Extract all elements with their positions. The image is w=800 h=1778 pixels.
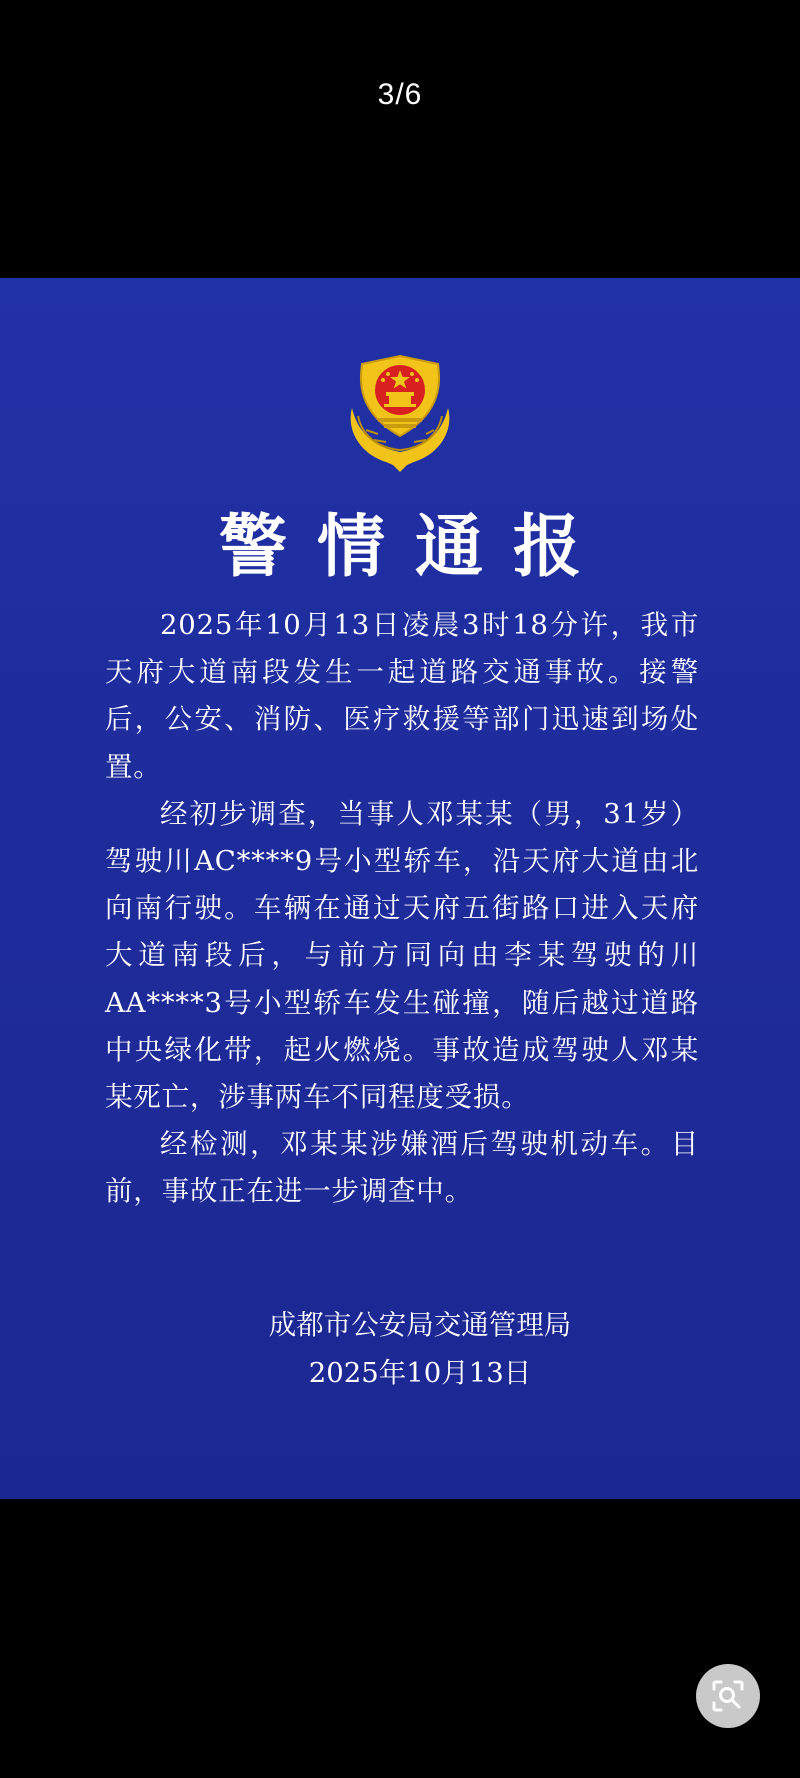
notice-paragraph: 经检测，邓某某涉嫌酒后驾驶机动车。目前，事故正在进一步调查中。 [105, 1128, 699, 1208]
visual-search-button[interactable] [696, 1664, 760, 1728]
visual-search-icon [711, 1679, 745, 1713]
notice-paragraph: 2025年10月13日凌晨3时18分许，我市天府大道南段发生一起道路交通事故。接警后，公安、消防、医疗救援等部门迅速到场处置。 [105, 609, 699, 783]
notice-body [105, 602, 699, 1216]
police-emblem-icon [338, 350, 462, 476]
issue-date: 2025年10月13日 [308, 1357, 532, 1389]
issuer-name: 成都市公安局交通管理局 [268, 1309, 572, 1341]
notice-signature [0, 1301, 800, 1397]
page-counter: 3/6 [377, 78, 423, 111]
police-notice-image[interactable] [0, 278, 800, 1499]
notice-title: 警情通报 [218, 508, 611, 587]
notice-paragraph: 经初步调查，当事人邓某某（男，31岁）驾驶川AC****9号小型轿车，沿天府大道由北向南行驶。车辆在通过天府五街路口进入天府大道南段后，与前方同向由李某驾驶的川AA****3号小型轿车发生碰撞，随后越过道路中央绿化带，起火燃烧。事故造成驾驶人邓某某死亡，涉事两车不同程度受损。 [105, 797, 699, 1114]
